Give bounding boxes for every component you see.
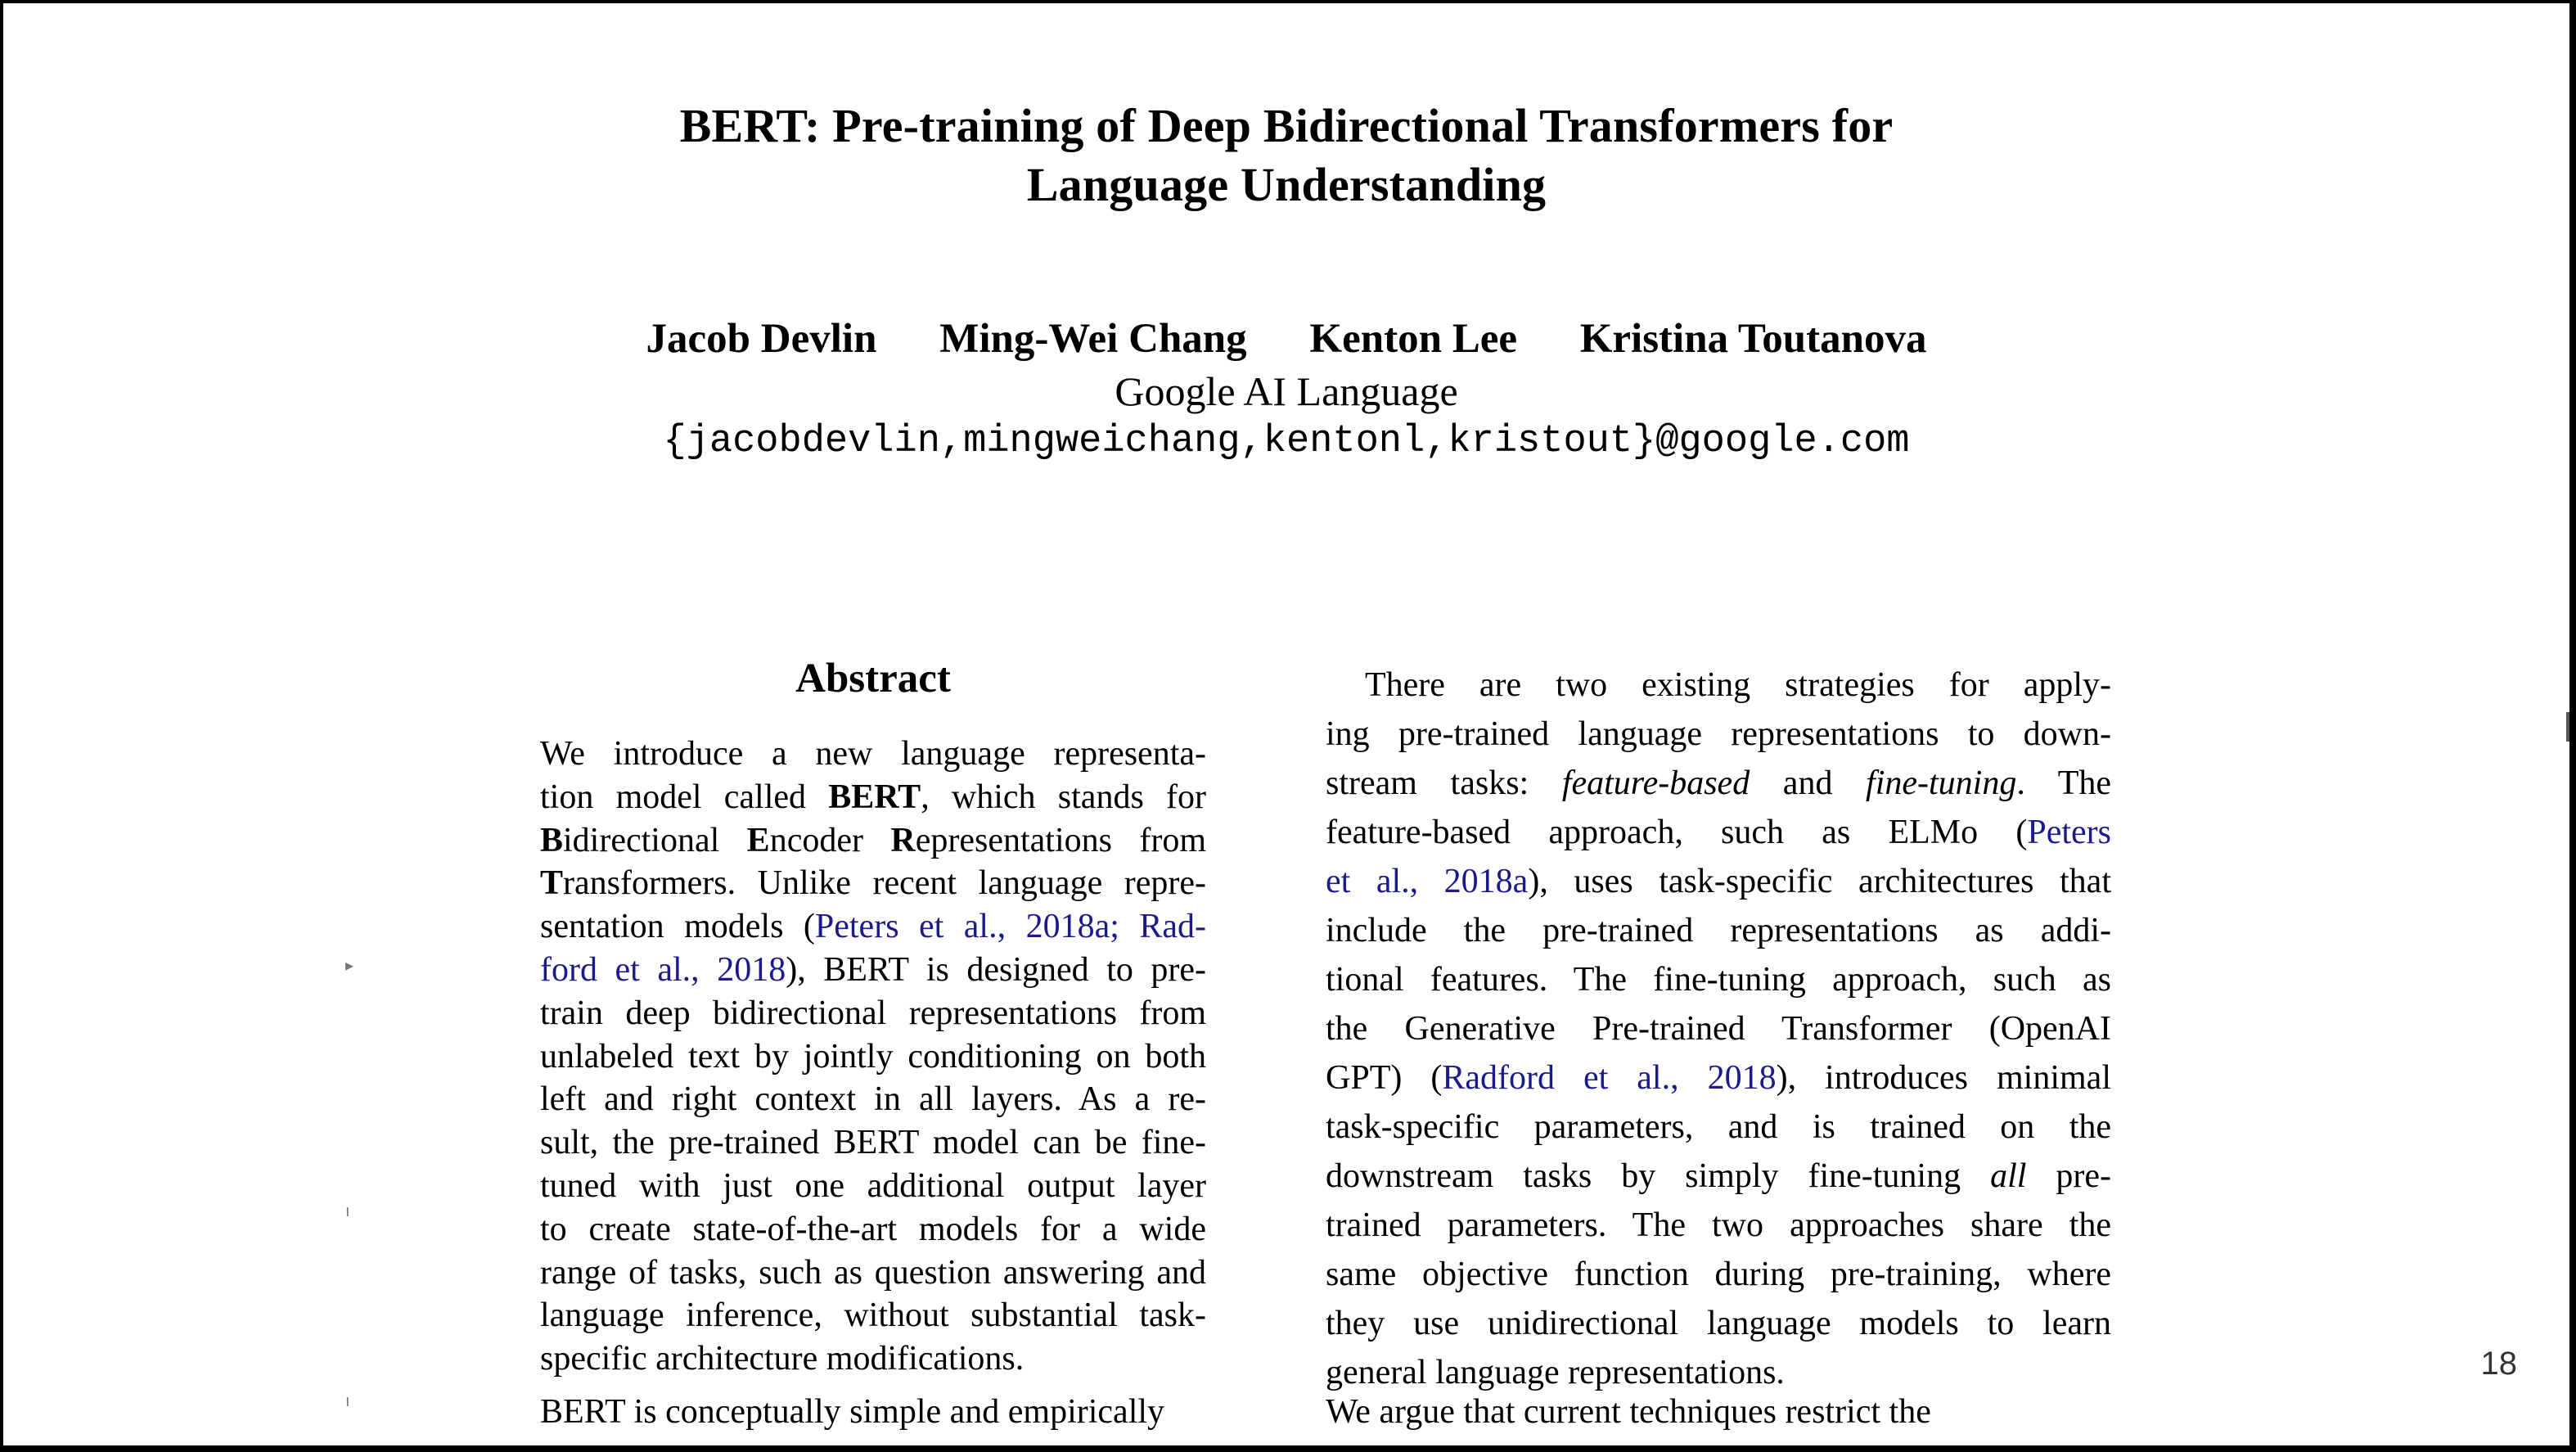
intro-cut-off-line: We argue that current techniques restrict the bbox=[1326, 1393, 1931, 1431]
author-name: Kristina Toutanova bbox=[1579, 316, 1927, 362]
introduction-body bbox=[1326, 661, 2111, 1397]
abstract-heading: Abstract bbox=[795, 656, 951, 701]
abstract-line: left and right context in all layers. As a re- bbox=[540, 1080, 1206, 1119]
intro-line: include the pre-trained representations as addi- bbox=[1326, 912, 2111, 949]
slide-page bbox=[3, 3, 2569, 1445]
margin-mark: ı bbox=[345, 1392, 350, 1410]
abstract-line: ford et al., 2018), BERT is designed to pre- bbox=[540, 950, 1207, 989]
abstract-line: sentation models (Peters et al., 2018a; Rad- bbox=[540, 908, 1206, 946]
intro-line: they use unidirectional language models to learn bbox=[1326, 1305, 2111, 1342]
citation-link[interactable]: Radford et al., 2018 bbox=[1442, 1059, 1777, 1097]
affiliation: Google AI Language bbox=[1115, 368, 1458, 414]
paper-title-line-1: BERT: Pre-training of Deep Bidirectional Transformers for bbox=[679, 99, 1894, 152]
margin-mark: ▸ bbox=[345, 957, 354, 975]
abstract-line: language inference, without substantial task- bbox=[540, 1296, 1206, 1335]
abstract-line: tuned with just one additional output layer bbox=[540, 1166, 1206, 1205]
author-emails: {jacobdevlin,mingweichang,kentonl,kristout}@google.com bbox=[663, 420, 1910, 463]
author-list bbox=[3, 314, 2569, 363]
abstract-line: unlabeled text by jointly conditioning on both bbox=[540, 1037, 1206, 1075]
intro-line: general language representations. bbox=[1326, 1354, 1785, 1391]
author-name: Kenton Lee bbox=[1309, 316, 1517, 362]
abstract-line: to create state-of-the-art models for a wide bbox=[540, 1210, 1206, 1248]
intro-line: et al., 2018a), uses task-specific architectures that bbox=[1326, 863, 2111, 900]
abstract-line: Transformers. Unlike recent language repre- bbox=[540, 864, 1206, 903]
intro-line: task-specific parameters, and is trained on the bbox=[1326, 1108, 2111, 1146]
abstract-line: range of tasks, such as question answering and bbox=[540, 1253, 1206, 1292]
paper-title-line-2: Language Understanding bbox=[1026, 158, 1547, 211]
intro-line: tional features. The fine-tuning approach, such as bbox=[1326, 961, 2111, 999]
citation-link[interactable]: Peters bbox=[2027, 814, 2111, 851]
citation-link[interactable]: et al., 2018a bbox=[1326, 863, 1529, 900]
intro-line: same objective function during pre-training, where bbox=[1326, 1256, 2111, 1293]
abstract-line: We introduce a new language representa- bbox=[540, 735, 1206, 773]
intro-line: There are two existing strategies for apply- bbox=[1365, 666, 2111, 704]
edge-mark bbox=[2566, 712, 2569, 742]
author-name: Ming-Wei Chang bbox=[939, 316, 1247, 362]
intro-line: trained parameters. The two approaches share the bbox=[1326, 1206, 2111, 1244]
slide-page-number: 18 bbox=[2480, 1346, 2517, 1382]
abstract-body bbox=[540, 733, 1206, 1381]
author-name: Jacob Devlin bbox=[646, 316, 877, 362]
intro-line: stream tasks: feature-based and fine-tuning. The bbox=[1326, 764, 2111, 802]
citation-link[interactable]: ford et al., 2018 bbox=[540, 950, 786, 989]
intro-line: GPT) (Radford et al., 2018), introduces minimal bbox=[1326, 1059, 2111, 1097]
abstract-line: train deep bidirectional representations from bbox=[540, 994, 1206, 1032]
intro-line: feature-based approach, such as ELMo (Peters bbox=[1326, 814, 2111, 851]
abstract-cut-off-line: BERT is conceptually simple and empirically bbox=[540, 1393, 1165, 1431]
intro-line: ing pre-trained language representations to down- bbox=[1326, 715, 2111, 753]
abstract-line: tion model called BERT, which stands for bbox=[540, 778, 1206, 816]
margin-mark: ı bbox=[345, 1202, 350, 1220]
intro-line: downstream tasks by simply fine-tuning all pre- bbox=[1326, 1157, 2111, 1195]
intro-line: the Generative Pre-trained Transformer (OpenAI bbox=[1326, 1010, 2111, 1048]
abstract-line: specific architecture modifications. bbox=[540, 1340, 1025, 1378]
abstract-line: sult, the pre-trained BERT model can be fine- bbox=[540, 1124, 1206, 1162]
citation-link[interactable]: Peters et al., 2018a; Rad- bbox=[814, 908, 1206, 946]
abstract-line: Bidirectional Encoder Representations from bbox=[540, 821, 1206, 859]
